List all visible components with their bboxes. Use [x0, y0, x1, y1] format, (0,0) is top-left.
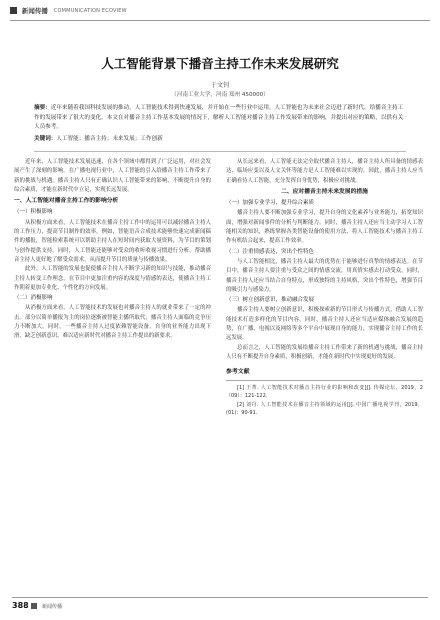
section-heading: 一、人工智能对播音主持工作的影响分析 — [14, 198, 119, 205]
section-heading: 二、应对播音主持未来发展的措施 — [281, 188, 368, 195]
abstract-block — [34, 104, 406, 144]
body-paragraph: 播音主持人要树立创新意识，积极探索新的节目形式与传播方式，借助人工智能技术打造多样化的节目内容。同时，播音主持人还应当适应媒体融合发展的趋势，在广播、电视以及网络等多个平台中展现自身的能力，实现播音主持工作的长远发展。 — [226, 307, 423, 342]
body-column-right — [226, 158, 423, 418]
page-footer — [12, 597, 428, 612]
abstract-label: 摘要： — [34, 105, 51, 111]
body-paragraph: 从长远来看，人工智能无法完全取代播音主持人，播音主持人所具备的情感表达、临场应变以及人文关怀等能力是人工智能难以实现的。因此，播音主持人应当正确看待人工智能，充分发挥自身优势，积极应对挑战。 — [226, 159, 423, 184]
journal-header — [10, 6, 430, 20]
footer-logo-icon — [31, 603, 37, 609]
footer-publication: 新闻传播 — [42, 604, 63, 610]
subsection-heading: （二）注重情感表达，突出个性特色 — [226, 248, 315, 255]
body-paragraph: 与人工智能相比，播音主持人最大的优势在于能够进行真挚的情感表达。在节目中，播音主持人要注重与受众之间的情感交流，用真情实感去打动受众。同时，播音主持人还应当结合自身特点，形成独特的主持风格，突出个性特色，增强节目的吸引力与感染力。 — [226, 258, 423, 293]
abstract-divider — [34, 151, 406, 152]
body-column-left — [14, 158, 211, 342]
keywords-label: 关键词： — [34, 135, 57, 142]
article-author: 于文钊 — [210, 82, 230, 89]
body-column-right-text — [226, 158, 423, 362]
body-paragraph: 此外，人工智能的发展也促使播音主持人不断学习新的知识与技能，推动播音主持人转变工作理念，在节目中更加注重内容的深度与情感的表达，使播音主持工作朝着更加专业化、个性化的方向发展。 — [14, 266, 211, 291]
reference-item: [2] 刘丹. 人工智能技术在播音主持领域的运用[J]. 中国广播电视学刊，2019，(01)：90-91. — [226, 401, 423, 417]
subsection-heading: （二）消极影响 — [14, 295, 53, 302]
body-paragraph: 近年来，人工智能技术发展迅速，在各个领域中都得到了广泛运用，对社会发展产生了深刻的影响。在广播电视行业中，人工智能的引入给播音主持工作带来了新的挑战与机遇。播音主持人只有正确认识人工智能带来的影响，不断提升自身的综合素质，才能在新时代中立足，实现长远发展。 — [14, 159, 211, 193]
journal-brand-en: COMMUNICATION ECOVIEW — [53, 7, 127, 14]
header-divider — [10, 20, 430, 21]
abstract-text: 近年来随着我国科技发展的推动，人工智能技术得到快速发展，并开始在一些行业中运用，人工智能也为未来社会迈进了新时代，给播音主持工作的发展带来了很大的变化。本文在对播音主持工作基本发展的情况下，解析人工智能对播音主持工作发展带来的影响，并提出对应的策略，以供有关人员参考。 — [34, 105, 404, 131]
subsection-heading: （一）加强专业学习，提升综合素质 — [226, 200, 315, 207]
reference-item: [1] 王菁. 人工智能技术对播音主持行业的影响和改变[J]. 传媒论坛，2019，2（09）：121-122. — [226, 384, 423, 400]
journal-logo-icon — [10, 7, 17, 14]
body-paragraph: 播音主持人要不断加强专业学习，提升自身的文化素养与业务能力，拓宽知识面，增强对新闻事件的分析与判断能力。同时，播音主持人还应当主动学习人工智能相关的知识，熟练掌握各类智能设备的使用方法，将人工智能技术与播音主持工作有机结合起来，提高工作效率。 — [226, 210, 423, 245]
keywords-text: 人工智能；播音主持；未来发展；工作创新 — [56, 135, 163, 142]
references-title: 参考文献 — [226, 369, 250, 376]
journal-brand: 新闻传播 — [21, 7, 48, 15]
references-divider — [226, 380, 423, 381]
page-number: 388 — [12, 601, 29, 610]
references-list — [226, 384, 423, 418]
subsection-heading: （三）树立创新意识，推动融合发展 — [226, 297, 315, 304]
article-affiliation: （河南工业大学，河南 郑州 450000） — [171, 92, 269, 98]
body-paragraph: 从积极方面来看，人工智能技术在播音主持工作中的运用可以减轻播音主持人的工作压力，提高节目制作的效率。例如，智能语音合成技术能够快速完成新闻稿件的播报，智能检索系统可以帮助主持人在短时间内获取大量资料，为节目的策划与创作提供支持。同时，人工智能还能够对受众的收听收视习惯进行分析，帮助播音主持人更好地了解受众需求，从而提升节目的质量与传播效果。 — [14, 219, 211, 263]
body-paragraph: 从消极方面来看，人工智能技术的发展也对播音主持人的就业带来了一定的冲击。部分以简单播报为主的岗位逐渐被智能主播所取代，播音主持人面临的竞争压力不断加大。同时，一些播音主持人过度依赖智能设备，自身的业务能力出现下滑，缺乏创新意识，难以适应新时代对播音主持工作提出的新要求。 — [14, 305, 211, 340]
body-paragraph: 总而言之，人工智能的发展给播音主持工作带来了新的机遇与挑战，播音主持人只有不断提升自身素质，积极创新，才能在新时代中实现更好的发展。 — [226, 344, 423, 360]
abstract — [34, 104, 406, 133]
keywords — [34, 135, 406, 145]
subsection-heading: （一）积极影响 — [14, 209, 53, 216]
article-title: 人工智能背景下播音主持工作未来发展研究 — [101, 56, 339, 71]
